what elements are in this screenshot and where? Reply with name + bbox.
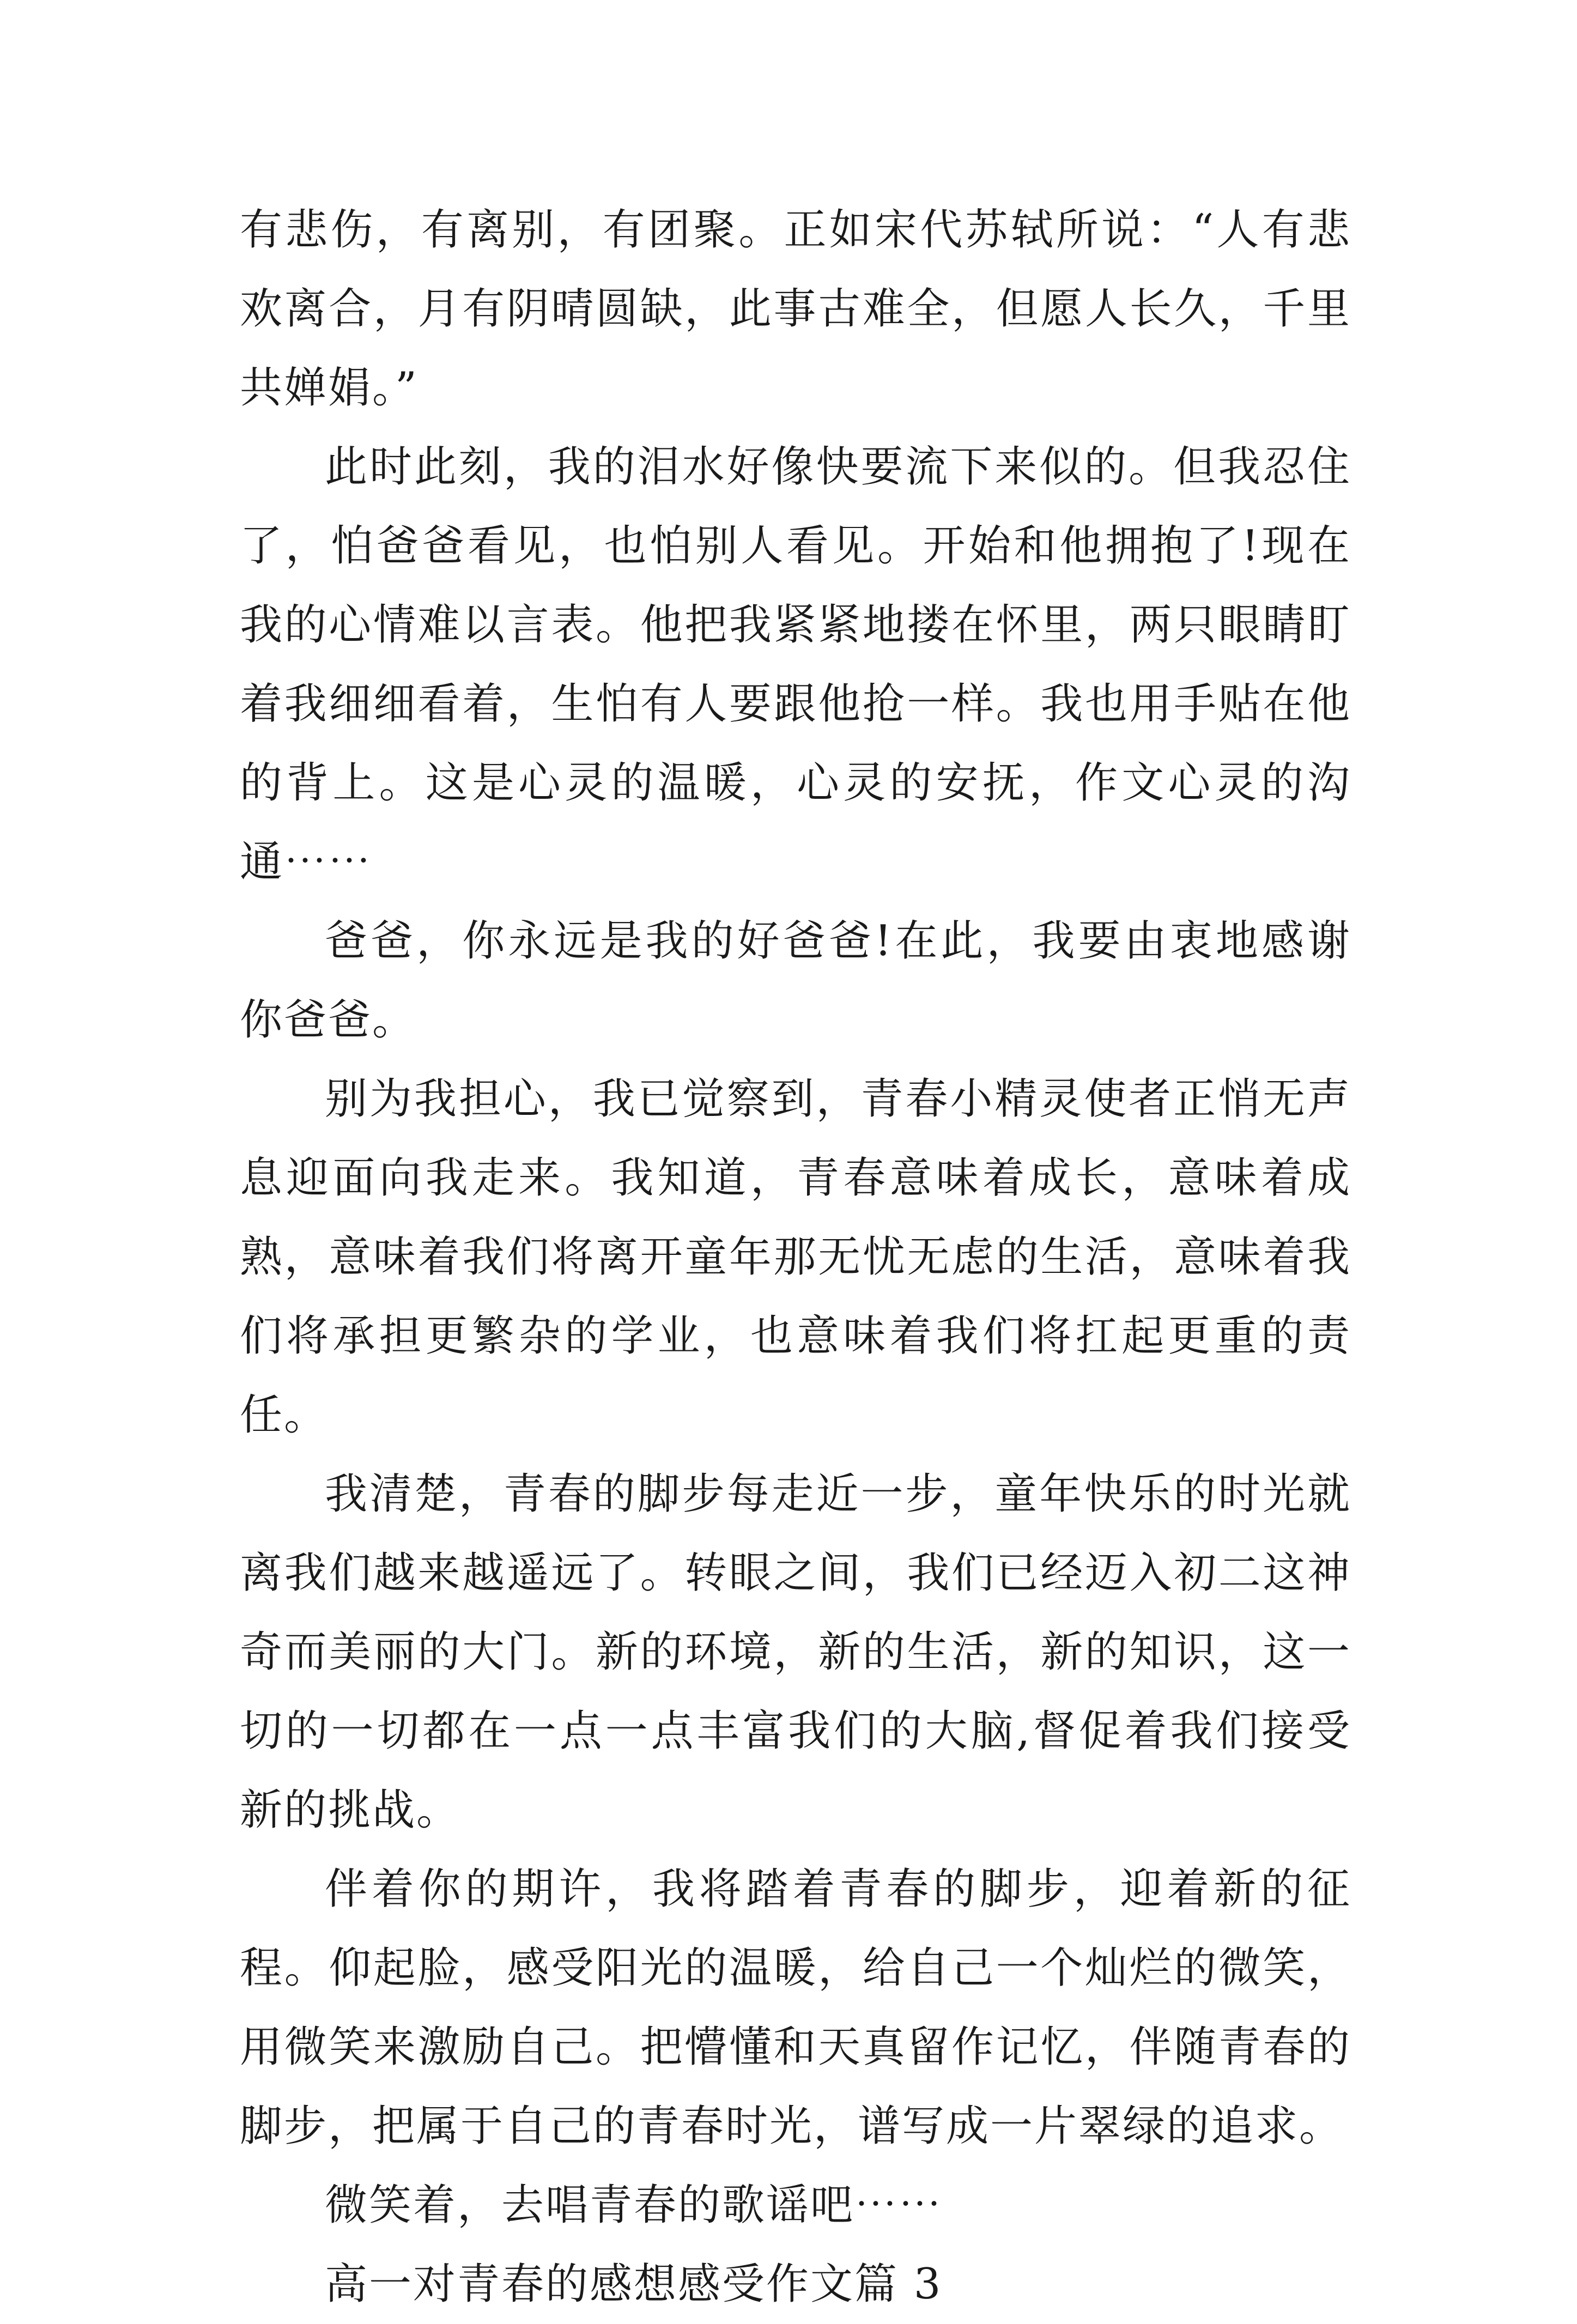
paragraph: 此时此刻，我的泪水好像快要流下来似的。但我忍住了，怕爸爸看见，也怕别人看见。开始和他拥抱了!现在我的心情难以言表。他把我紧紧地搂在怀里，两只眼睛盯着我细细看着，生怕有人要跟他抢一样。我也用手贴在他的背上。这是心灵的温暖，心灵的安抚，作文心灵的沟通⋯⋯ [240, 442, 1351, 887]
paragraph: 我清楚，青春的脚步每走近一步，童年快乐的时光就离我们越来越遥远了。转眼之间，我们已经迈入初二这神奇而美丽的大门。新的环境，新的生活，新的知识，这一切的一切都在一点一点丰富我们的大脑,督促着我们接受新的挑战。 [240, 1470, 1351, 1835]
document-body [240, 191, 1351, 2324]
paragraph: 微笑着，去唱青春的歌谣吧⋯⋯ [325, 2181, 943, 2230]
paragraph: 有悲伤，有离别，有团聚。正如宋代苏轼所说：“人有悲欢离合，月有阴晴圆缺，此事古难全，但愿人长久，千里共婵娟。” [240, 205, 1351, 412]
section-heading: 高一对青春的感想感受作文篇 3 [325, 2260, 943, 2309]
paragraph: 别为我担心，我已觉察到，青春小精灵使者正悄无声息迎面向我走来。我知道，青春意味着成长，意味着成熟，意味着我们将离开童年那无忧无虑的生活，意味着我们将承担更繁杂的学业，也意味着我们将扛起更重的责任。 [240, 1075, 1351, 1440]
paragraph: 爸爸，你永远是我的好爸爸!在此，我要由衷地感谢你爸爸。 [240, 917, 1351, 1045]
paragraph: 伴着你的期许，我将踏着青春的脚步，迎着新的征程。仰起脸，感受阳光的温暖，给自己一个灿烂的微笑，用微笑来激励自己。把懵懂和天真留作记忆，伴随青春的脚步，把属于自己的青春时光，谱写成一片翠绿的追求。 [240, 1865, 1351, 2151]
